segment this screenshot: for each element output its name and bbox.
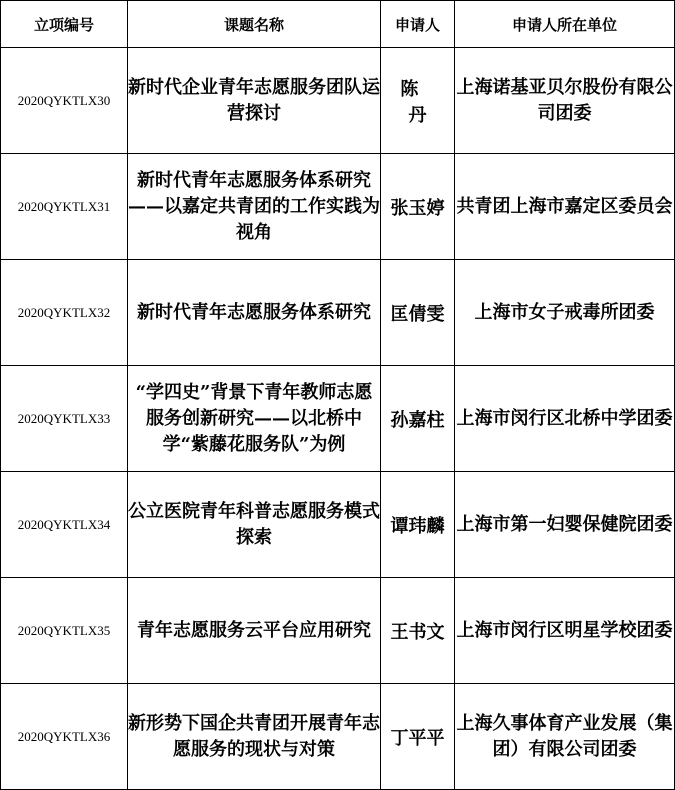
applicant-unit: 共青团上海市嘉定区委员会 — [455, 154, 675, 260]
applicant-name-text: 陈 丹 — [400, 78, 443, 126]
project-title: 新时代青年志愿服务体系研究 — [128, 260, 381, 366]
table-row — [1, 578, 675, 684]
applicant-unit: 上海市闵行区明星学校团委 — [455, 578, 675, 684]
project-title: 新时代企业青年志愿服务团队运营探讨 — [128, 48, 381, 154]
table-row — [1, 48, 675, 154]
header-project-code: 立项编号 — [1, 1, 128, 48]
project-code: 2020QYKTLX33 — [1, 366, 128, 472]
project-code: 2020QYKTLX34 — [1, 472, 128, 578]
project-code: 2020QYKTLX35 — [1, 578, 128, 684]
table-row — [1, 366, 675, 472]
applicant-name: 孙嘉柱 — [381, 366, 455, 472]
header-applicant: 申请人 — [381, 1, 455, 48]
table-header-row — [1, 1, 675, 48]
project-code: 2020QYKTLX36 — [1, 684, 128, 790]
project-code: 2020QYKTLX31 — [1, 154, 128, 260]
header-applicant-unit: 申请人所在单位 — [455, 1, 675, 48]
applicant-name: 匡倩雯 — [381, 260, 455, 366]
applicant-name: 谭玮麟 — [381, 472, 455, 578]
table-row — [1, 154, 675, 260]
project-title: 青年志愿服务云平台应用研究 — [128, 578, 381, 684]
applicant-name: 丁平平 — [381, 684, 455, 790]
applicant-unit: 上海诺基亚贝尔股份有限公司团委 — [455, 48, 675, 154]
applicant-unit: 上海市女子戒毒所团委 — [455, 260, 675, 366]
project-code: 2020QYKTLX30 — [1, 48, 128, 154]
project-code: 2020QYKTLX32 — [1, 260, 128, 366]
table-row — [1, 472, 675, 578]
applicant-name — [381, 48, 455, 154]
project-title: 新形势下国企共青团开展青年志愿服务的现状与对策 — [128, 684, 381, 790]
applicant-name: 张玉婷 — [381, 154, 455, 260]
applicant-name: 王书文 — [381, 578, 455, 684]
table-row — [1, 260, 675, 366]
table-row — [1, 684, 675, 790]
applicant-unit: 上海久事体育产业发展（集团）有限公司团委 — [455, 684, 675, 790]
header-project-title: 课题名称 — [128, 1, 381, 48]
project-title: 公立医院青年科普志愿服务模式探索 — [128, 472, 381, 578]
applicant-unit: 上海市第一妇婴保健院团委 — [455, 472, 675, 578]
project-title: “学四史”背景下青年教师志愿服务创新研究——以北桥中学“紫藤花服务队”为例 — [128, 366, 381, 472]
project-title: 新时代青年志愿服务体系研究——以嘉定共青团的工作实践为视角 — [128, 154, 381, 260]
applicant-unit: 上海市闵行区北桥中学团委 — [455, 366, 675, 472]
